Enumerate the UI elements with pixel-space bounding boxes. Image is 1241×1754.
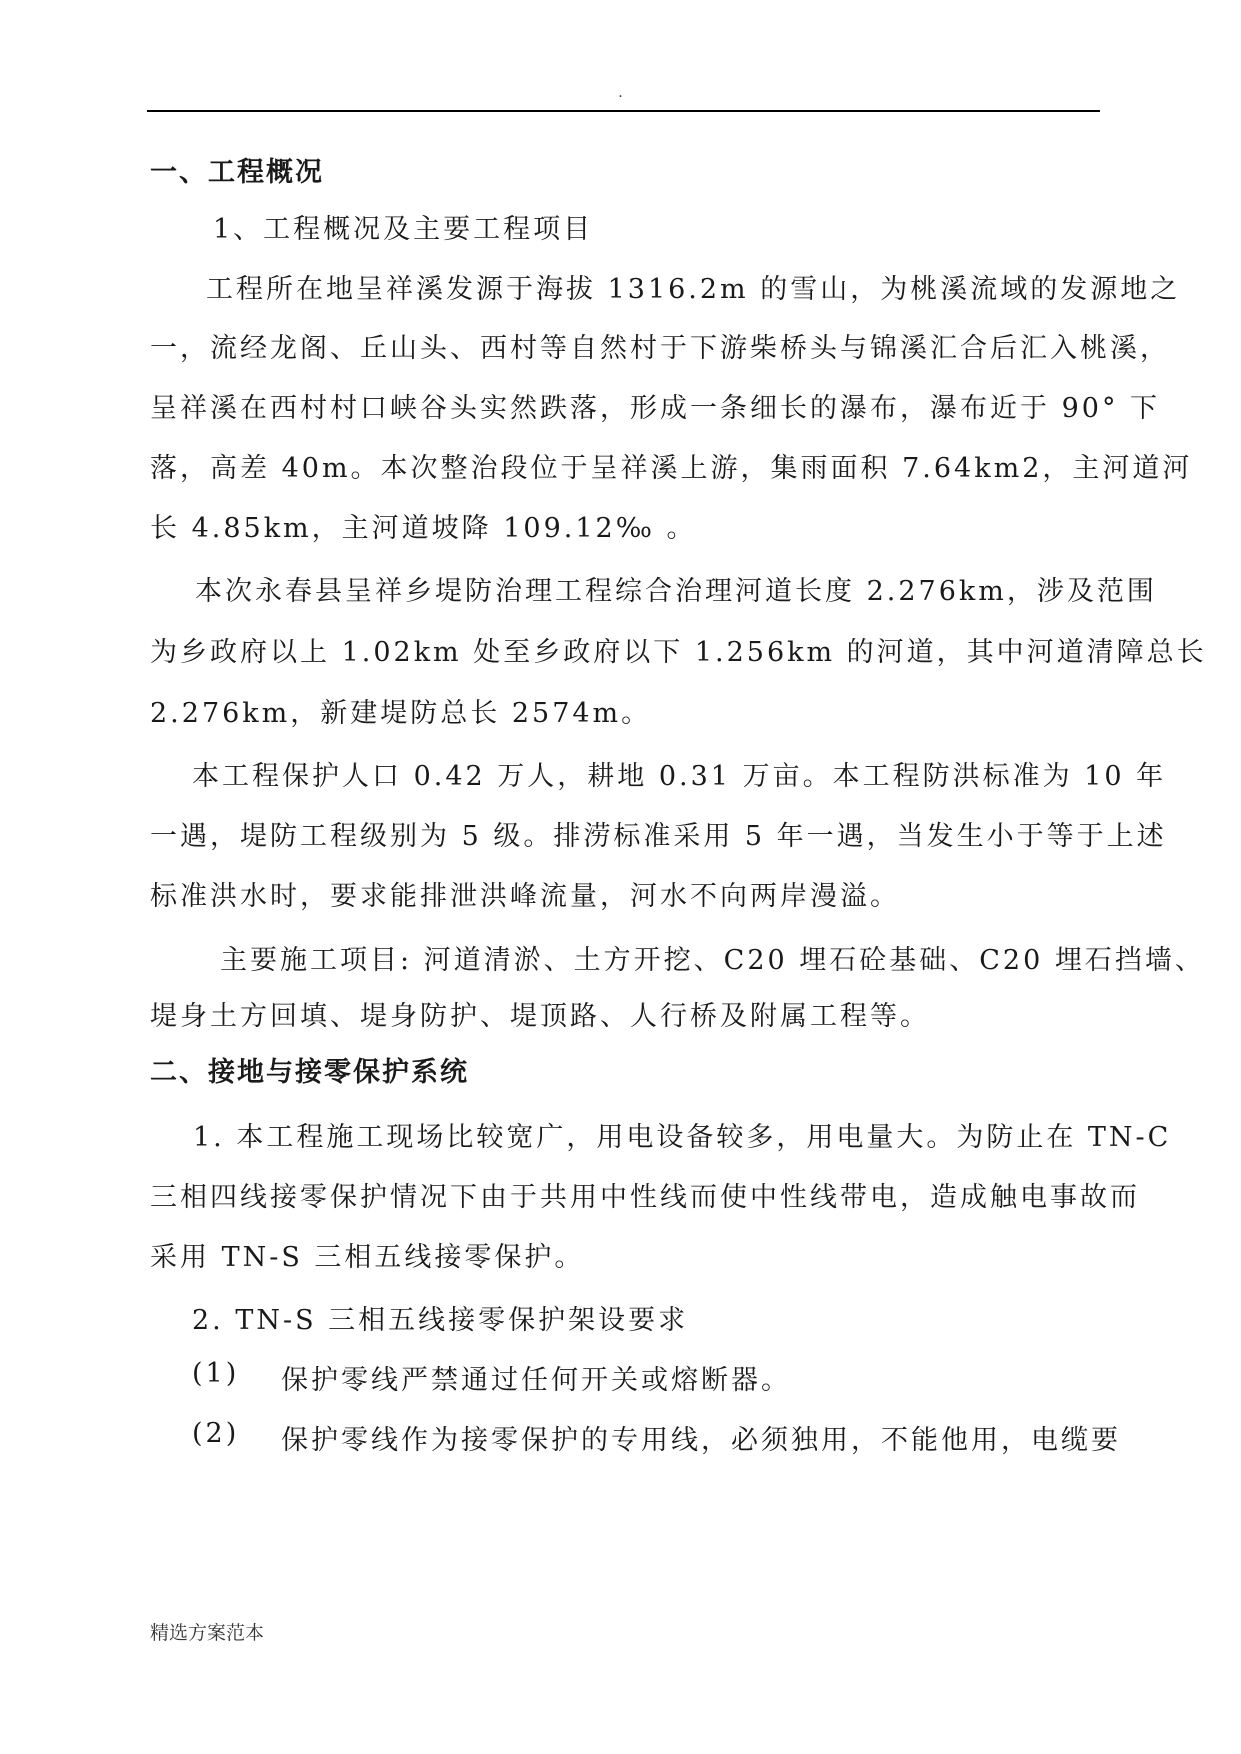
p4-line-2: 堤身土方回填、堤身防护、堤顶路、人行桥及附属工程等。 — [150, 1001, 930, 1032]
list-item-1-text: 保护零线严禁通过任何开关或熔断器。 — [281, 1365, 791, 1396]
footer-text: 精选方案范本 — [150, 1622, 265, 1644]
p3-line-3: 标准洪水时，要求能排泄洪峰流量，河水不向两岸漫溢。 — [150, 881, 900, 912]
p1-line-4: 落，高差 40m。本次整治段位于呈祥溪上游，集雨面积 7.64km2，主河道河 — [150, 453, 1193, 484]
p3-line-1: 本工程保护人口 0.42 万人，耕地 0.31 万亩。本工程防洪标准为 10 年 — [192, 761, 1167, 792]
subtitle-text: 1、工程概况及主要工程项目 — [213, 214, 594, 245]
p1-line-5: 长 4.85km，主河道坡降 109.12‰ 。 — [150, 513, 697, 544]
p1-line-3: 呈祥溪在西村村口峡谷头实然跌落，形成一条细长的瀑布，瀑布近于 90° 下 — [150, 393, 1161, 424]
header-rule — [147, 110, 1100, 112]
header-mark: . — [618, 85, 623, 101]
p5-line-2: 三相四线接零保护情况下由于共用中性线而使中性线带电，造成触电事故而 — [150, 1182, 1140, 1213]
p5-line-3: 采用 TN-S 三相五线接零保护。 — [150, 1242, 585, 1273]
list-item-1-number: (1) — [192, 1358, 240, 1389]
section-2-title: 二、接地与接零保护系统 — [150, 1057, 469, 1088]
p2-line-1: 本次永春县呈祥乡堤防治理工程综合治理河道长度 2.276km，涉及范围 — [195, 576, 1157, 607]
list-item-2-text: 保护零线作为接零保护的专用线，必须独用，不能他用，电缆要 — [281, 1425, 1121, 1456]
section-1-title: 一、工程概况 — [150, 157, 324, 188]
p1-line-1: 工程所在地呈祥溪发源于海拔 1316.2m 的雪山，为桃溪流域的发源地之 — [206, 274, 1181, 305]
p6-line-1: 2. TN-S 三相五线接零保护架设要求 — [192, 1305, 689, 1336]
p3-line-2: 一遇，堤防工程级别为 5 级。排涝标准采用 5 年一遇，当发生小于等于上述 — [150, 821, 1167, 852]
p4-line-1: 主要施工项目: 河道清淤、土方开挖、C20 埋石砼基础、C20 埋石挡墙、 — [220, 945, 1205, 976]
p1-line-2: 一，流经龙阁、丘山头、西村等自然村于下游柴桥头与锦溪汇合后汇入桃溪， — [150, 333, 1170, 364]
p2-line-2: 为乡政府以上 1.02km 处至乡政府以下 1.256km 的河道，其中河道清障总长 — [150, 637, 1207, 668]
p2-line-3: 2.276km，新建堤防总长 2574m。 — [150, 698, 652, 729]
list-item-2-number: (2) — [192, 1418, 240, 1449]
p5-line-1: 1. 本工程施工现场比较宽广，用电设备较多，用电量大。为防止在 TN-C — [193, 1122, 1172, 1153]
